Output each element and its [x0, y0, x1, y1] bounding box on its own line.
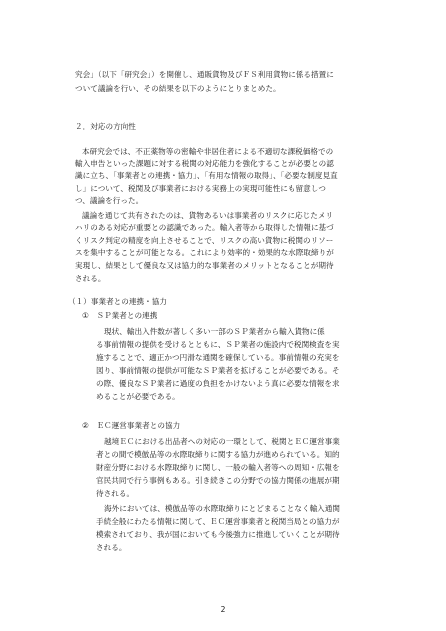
section-heading: ２．対応の方向性 [75, 122, 136, 131]
paragraph-line: 議論を通じて共有されたのは、貨物あるいは事業者のリスクに応じたメリ [82, 211, 334, 220]
item-line: 海外においては、模倣品等の水際取締りにとどまることなく輸入通関 [104, 504, 341, 513]
subsection-heading: （１）事業者との連携・協力 [68, 297, 167, 306]
paragraph-line: くリスク判定の精度を向上させることで、リスクの高い貨物に税関のリソー [75, 236, 334, 245]
item-line: 財産分野における水際取締りに関し、一般の輸入者等への周知・広報を [96, 463, 340, 472]
item-line: される。 [96, 543, 127, 552]
paragraph-line: スを集中することが可能となる。これにより効率的・効果的な水際取締りが [75, 248, 334, 257]
item-line: 模索されており、我が国においても今後強力に推進していくことが期待 [96, 530, 340, 539]
paragraph-line: ハリのある対応が重要との認識であった。輸入者等から取得した情報に基づ [75, 223, 334, 232]
item-line: 図り、事前情報の提供が可能なＳＰ業者を拡げることが必要である。そ [96, 366, 340, 375]
item-line: めることが必要である。 [96, 392, 180, 401]
item-line: 官民共同で行う事例もある。引き続きこの分野での協力関係の進展が期 [96, 476, 340, 485]
item-line: 越境ＥＣにおける出品者への対応の一環として、税関とＥＣ運営事業 [104, 437, 340, 446]
paragraph-line: 輸入申告といった課題に対する税関の対応能力を強化することが必要との認 [75, 159, 334, 168]
item-line: 者との間で模倣品等の水際取締りに関する協力が進められている。知的 [96, 450, 340, 459]
paragraph-line: 実現し、結果として優良な又は協力的な事業者のメリットとなることが期待 [75, 261, 334, 270]
item-heading: ② ＥＣ運営事業者との協力 [82, 421, 181, 430]
item-heading: ① ＳＰ業者との連携 [82, 311, 158, 320]
page-number: 2 [220, 605, 226, 614]
item-line: 施することで、適正かつ円滑な通関を確保している。事前情報の充実を [96, 353, 340, 362]
paragraph-line: される。 [75, 274, 106, 283]
item-line: の際、優良なＳＰ業者に過度の負担をかけないよう真に必要な情報を求 [96, 379, 340, 388]
paragraph-line: し」について、税関及び事業者における実務上の実現可能性にも留意しつ [75, 184, 326, 193]
paragraph-line: 本研究会では、不正薬物等の密輸や非居住者による不適切な課税価格での [82, 147, 334, 156]
paragraph-line: 識に立ち、「事業者との連携・協力」、「有用な情報の取得」、「必要な制度見直 [75, 171, 338, 180]
item-line: る事前情報の提供を受けるとともに、ＳＰ業者の施設内で税関検査を実 [96, 340, 340, 349]
item-line: 現状、輸出入件数が著しく多い一部のＳＰ業者から輸入貨物に係 [104, 327, 325, 336]
intro-line: 究会」（以下「研究会」）を開催し、通販貨物及びＦＳ利用貨物に係る措置に [75, 70, 334, 79]
item-line: 待される。 [96, 489, 135, 498]
paragraph-line: つ、議論を行った。 [75, 196, 144, 205]
item-line: 手続全般にわたる情報に関して、ＥＣ運営事業者と税関当局との協力が [96, 517, 340, 526]
intro-line: ついて議論を行い、その結果を以下のようにとりまとめた。 [75, 84, 281, 93]
